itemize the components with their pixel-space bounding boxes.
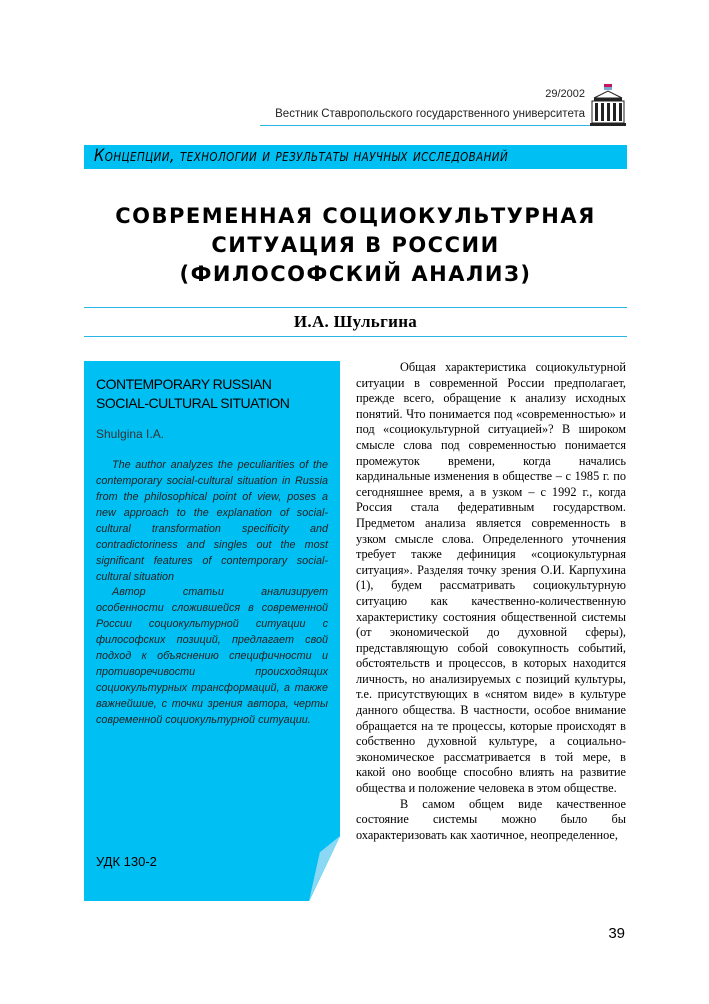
udk-code: УДК 130-2 <box>96 854 157 869</box>
article-body <box>356 360 626 843</box>
author-rule-bottom <box>84 336 627 337</box>
body-paragraph: В самом общем виде качественное состояние системы можно было бы охарактеризовать как хаотичное, неопределенное, <box>356 796 626 842</box>
title-line: СИТУАЦИЯ В РОССИИ <box>211 233 500 257</box>
article-title <box>84 202 627 289</box>
page-number: 39 <box>608 925 625 942</box>
abstract-author-en: Shulgina I.A. <box>96 427 165 441</box>
issue-number: 29/2002 <box>545 88 585 100</box>
article-author: И.А. Шульгина <box>293 312 418 331</box>
abstract-title-en <box>96 375 326 413</box>
section-banner <box>84 145 627 169</box>
title-line: СОВРЕМЕННАЯ СОЦИОКУЛЬТУРНАЯ <box>115 204 596 228</box>
header-divider <box>260 125 590 126</box>
title-line: (ФИЛОСОФСКИЙ АНАЛИЗ) <box>179 262 532 286</box>
abstract-title-line: SOCIAL-CULTURAL SITUATION <box>96 395 290 411</box>
body-paragraph: Общая характеристика социокультурной ситуации в современной России предполагает, прежде всего, обращение к анализу исходных понятий. Что понимается под «современностью» и под «социокультурной ситуацией»? В широком смысле слова под современностью понимается промежуток времени, когда начались кардинальные изменения в обществе – с 1985 г. по сегодняшнее время, а в узком – с 1992 г., когда Россия стала федеративным государством. Предметом анализа является современность в узком смысле слова. Определенного уточнения требует также дефиниция «социокультурная ситуация». Разделяя точку зрения О.И. Карпухина (1), будем рассматривать социокультурную ситуацию как качественно-количественную характеристику состояния общественной системы (от экономической до духовной сферы), представляющую собой совокупность событий, обстоятельств и процессов, в которых находится личность, но анализируемых с позиций культуры, т.е. присутствующих в «снятом виде» в культуре данного общества. В частности, особое внимание обращается на те процессы, которые происходят в собственно духовной культуре, а социально-экономическое рассматривается в той мере, в какой оно вообще способно влиять на развитие общества и положение человека в этом обществе. <box>356 360 626 796</box>
abstract-text-en: The author analyzes the peculiarities of the contemporary social-cultural situation in Russia from the philosophical point of view, poses a new approach to the explanation of social-cultural transformation specificity and contradictoriness and singles out the most significant features of contemporary social-cultural situation <box>96 459 328 583</box>
journal-name: Вестник Ставропольского государственного университета <box>275 108 585 120</box>
university-logo-icon <box>590 82 626 126</box>
abstract-text-ru: Автор статьи анализирует особенности сложившейся в современной России социокультурной ситуации с философских позиций, предлагает свой подход к объяснению специфичности и противоречивости происходящих социокультурных трансформаций, а также важнейшие, с точки зрения автора, черты современной социокультурной ситуации. <box>96 586 328 726</box>
section-label: Концепции, технологии и результаты научных исследований <box>94 146 509 166</box>
abstract-title-line: CONTEMPORARY RUSSIAN <box>96 376 272 392</box>
author-rule-top <box>84 307 627 308</box>
